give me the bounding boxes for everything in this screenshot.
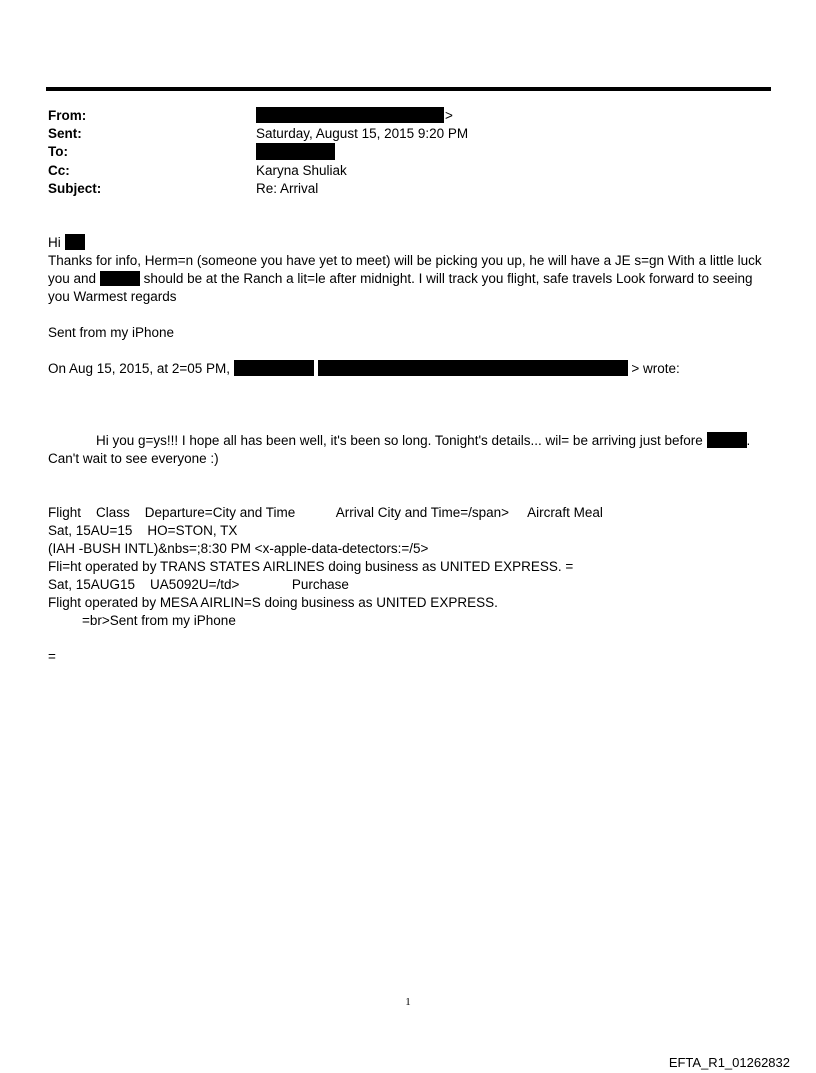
redaction-to bbox=[256, 143, 335, 160]
redaction-body bbox=[100, 271, 140, 286]
flight-line-5: Flight operated by MESA AIRLIN=S doing business as UNITED EXPRESS. bbox=[48, 595, 498, 610]
redaction-greeting bbox=[65, 234, 85, 250]
subject-label: Subject: bbox=[48, 181, 102, 196]
redaction-quote-email bbox=[318, 360, 628, 376]
flight-line-3: Fli=ht operated by TRANS STATES AIRLINES doing business as UNITED EXPRESS. = bbox=[48, 559, 574, 574]
from-label: From: bbox=[48, 108, 87, 123]
sent-label: Sent: bbox=[48, 126, 82, 141]
flight-line-6: =br>Sent from my iPhone bbox=[82, 613, 236, 628]
cc-value: Karyna Shuliak bbox=[256, 163, 347, 178]
cc-label: Cc: bbox=[48, 163, 70, 178]
flight-header: Flight Class Departure=City and Time Arrival City and Time=/span> Aircraft Meal bbox=[48, 505, 603, 520]
greeting: Hi bbox=[48, 235, 61, 250]
quote-intro-a: On Aug 15, 2015, at 2=05 PM, bbox=[48, 361, 231, 376]
document-id: EFTA_R1_01262832 bbox=[668, 1055, 790, 1070]
body-line-2a: you and bbox=[48, 271, 97, 286]
subject-value: Re: Arrival bbox=[256, 181, 319, 196]
to-label: To: bbox=[48, 144, 68, 159]
quote-line-1-text: Hi you g=ys!!! I hope all has been well, it's been so long. Tonight's details... wil= be arriving just before bbox=[96, 433, 703, 448]
body-line-2b: should be at the Ranch a lit=le after midnight. I will track you flight, safe travels Look forward to seeing bbox=[143, 271, 753, 286]
redaction-quote-name bbox=[234, 360, 314, 376]
quote-intro-b: > wrote: bbox=[631, 361, 680, 376]
quote-line-2: Can't wait to see everyone :) bbox=[48, 451, 219, 466]
from-suffix: > bbox=[445, 108, 453, 123]
quote-intro bbox=[48, 360, 680, 378]
redaction-quote-line bbox=[707, 432, 747, 448]
quote-line-1-end: . bbox=[746, 433, 751, 448]
header-rule bbox=[46, 87, 771, 91]
body-line-1: Thanks for info, Herm=n (someone you have yet to meet) will be picking you up, he will have a JE s=gn With a little luck bbox=[48, 253, 762, 268]
greeting-line bbox=[48, 234, 85, 252]
quote-line-1 bbox=[96, 432, 750, 450]
page-number: 1 bbox=[405, 996, 411, 1008]
flight-line-2: (IAH -BUSH INTL)&nbs=;8:30 PM <x-apple-data-detectors:=/5> bbox=[48, 541, 429, 556]
redaction-from bbox=[256, 107, 444, 123]
flight-line-4: Sat, 15AUG15 UA5092U=/td> Purchase bbox=[48, 577, 349, 592]
trailer: = bbox=[48, 649, 56, 664]
sent-from: Sent from my iPhone bbox=[48, 325, 175, 340]
flight-line-1: Sat, 15AU=15 HO=STON, TX bbox=[48, 523, 238, 538]
body-line-2 bbox=[48, 270, 753, 288]
body-line-3: you Warmest regards bbox=[48, 289, 177, 304]
sent-value: Saturday, August 15, 2015 9:20 PM bbox=[256, 126, 469, 141]
